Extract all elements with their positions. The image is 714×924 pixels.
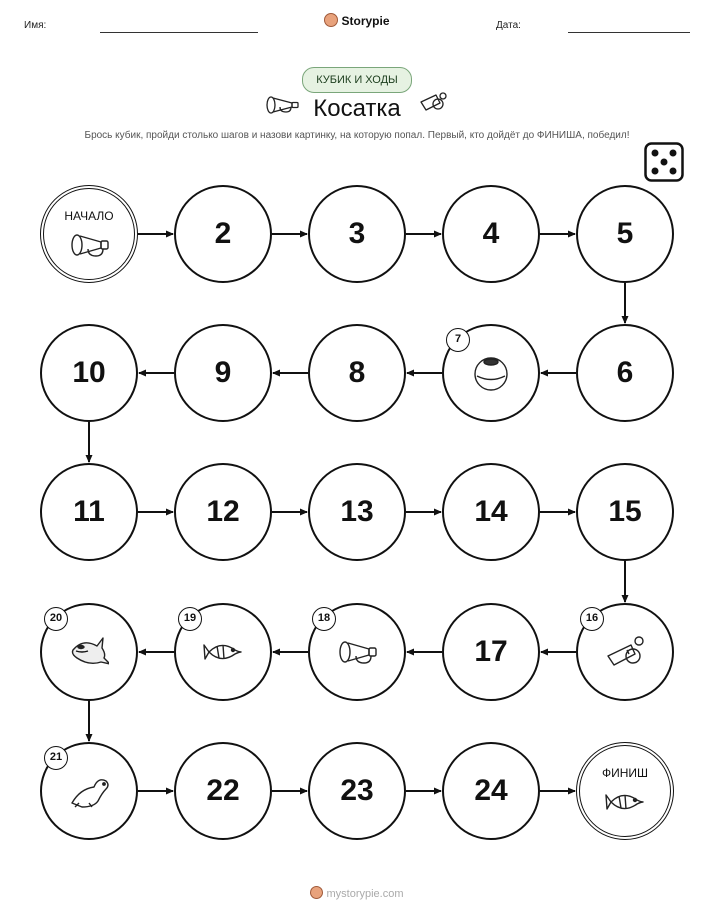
footer xyxy=(0,886,714,900)
brand-text: Storypie xyxy=(341,14,390,28)
footer-text: mystorypie.com xyxy=(326,888,404,900)
board-cell xyxy=(308,324,406,422)
orca-icon xyxy=(69,632,109,672)
game-type-tag: КУБИК И ХОДЫ xyxy=(302,67,412,93)
cell-number: 10 xyxy=(72,356,106,389)
cell-number-badge: 19 xyxy=(178,607,202,631)
footer-logo-icon xyxy=(310,886,323,899)
cell-number-badge: 21 xyxy=(44,746,68,770)
cell-number: 14 xyxy=(474,495,508,528)
board-cell xyxy=(442,463,540,561)
board-cell xyxy=(40,463,138,561)
cell-number: 5 xyxy=(616,217,634,250)
seal-icon xyxy=(69,771,109,811)
cell-number: 12 xyxy=(206,495,240,528)
cell-number: 24 xyxy=(474,774,508,807)
cell-number: 15 xyxy=(608,495,642,528)
board-cell xyxy=(576,324,674,422)
cell-number: 11 xyxy=(73,495,105,528)
trumpet-icon xyxy=(337,632,377,672)
page-title: Косатка xyxy=(313,95,401,122)
cell-number: 3 xyxy=(348,217,366,250)
instructions: Брось кубик, пройди столько шагов и назови картинку, на которую попал. Первый, кто дойдёт до ФИНИША, победил! xyxy=(84,130,630,141)
whistle-icon xyxy=(605,632,645,672)
cell-caption: ФИНИШ xyxy=(601,766,649,780)
cell-number: 22 xyxy=(206,774,240,807)
fish-icon xyxy=(605,782,645,822)
cell-number-badge: 18 xyxy=(312,607,336,631)
cell-number: 2 xyxy=(214,217,232,250)
bead-icon xyxy=(471,353,511,393)
board-cell xyxy=(442,603,540,701)
board-cell xyxy=(40,324,138,422)
cell-number: 13 xyxy=(340,495,374,528)
cell-number: 8 xyxy=(348,356,366,389)
board-cell xyxy=(174,742,272,840)
board-cell xyxy=(442,185,540,283)
cell-number-badge: 16 xyxy=(580,607,604,631)
cell-number: 6 xyxy=(616,356,634,389)
board-cell xyxy=(308,463,406,561)
board-cell xyxy=(174,603,272,701)
start-cell xyxy=(40,185,138,283)
cell-number-badge: 20 xyxy=(44,607,68,631)
board-cell xyxy=(576,463,674,561)
board-cell xyxy=(174,185,272,283)
fish-icon xyxy=(203,632,243,672)
cell-number: 9 xyxy=(214,356,232,389)
board-cell xyxy=(308,603,406,701)
cell-number-badge: 7 xyxy=(446,328,470,352)
board-cell xyxy=(308,185,406,283)
cell-number: 17 xyxy=(474,635,508,668)
board-cell xyxy=(308,742,406,840)
trumpet-icon xyxy=(69,225,109,265)
board-cell xyxy=(40,603,138,701)
board-cell xyxy=(576,185,674,283)
board-cell xyxy=(576,603,674,701)
cell-number: 4 xyxy=(482,217,500,250)
board-cell xyxy=(442,324,540,422)
name-label: Имя: xyxy=(24,20,47,31)
finish-cell xyxy=(576,742,674,840)
date-label: Дата: xyxy=(496,20,521,31)
board-cell xyxy=(40,742,138,840)
board-cell xyxy=(174,324,272,422)
cell-number: 23 xyxy=(340,774,374,807)
board-cell xyxy=(174,463,272,561)
board-cell xyxy=(442,742,540,840)
cell-caption: НАЧАЛО xyxy=(64,209,114,223)
